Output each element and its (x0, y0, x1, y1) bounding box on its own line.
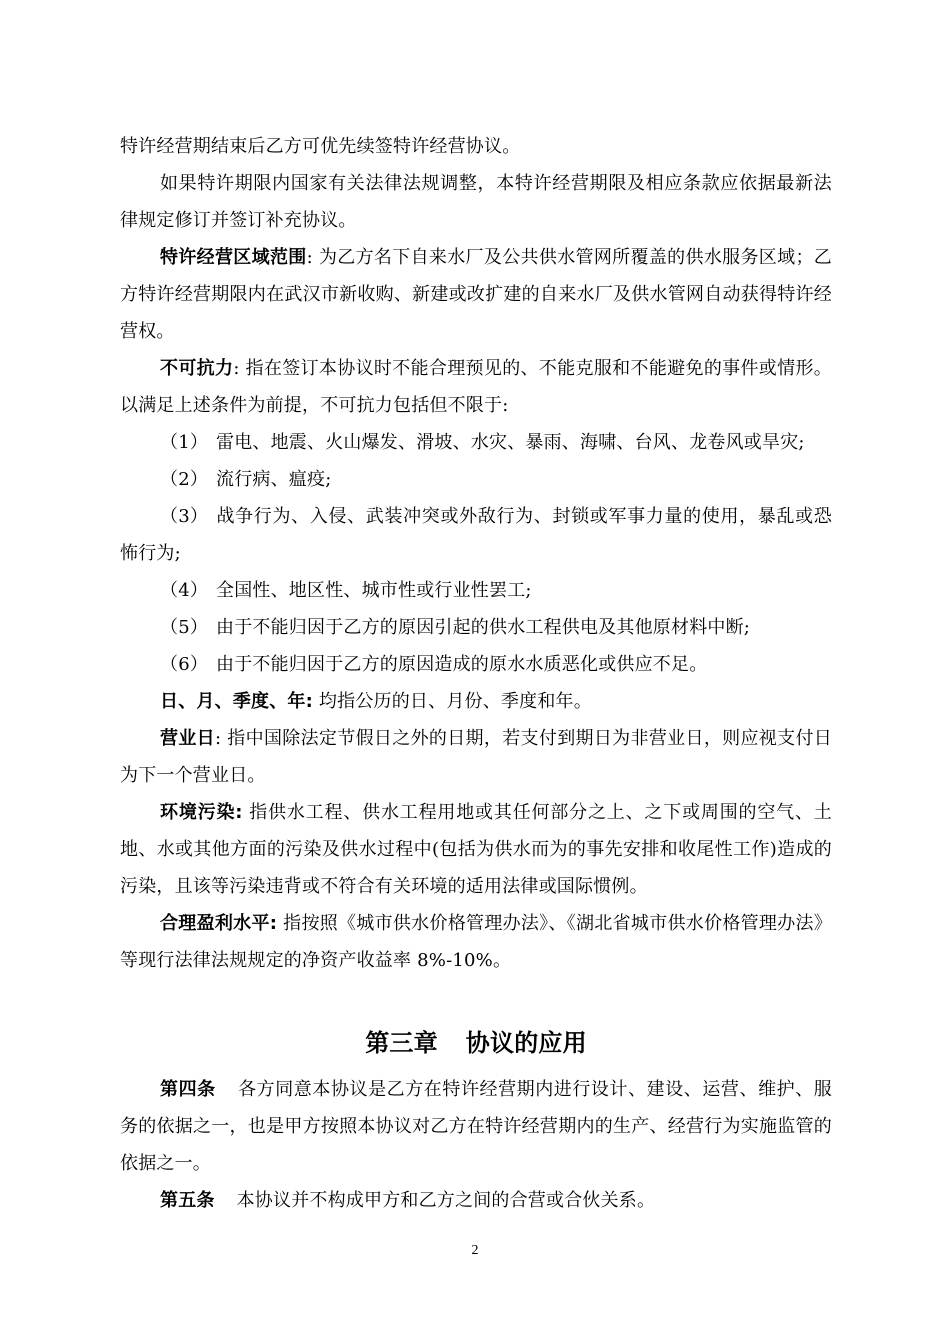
list-item (120, 498, 832, 572)
list-item-text: 战争行为、入侵、武装冲突或外敌行为、封锁或军事力量的使用，暴乱或恐怖行为; (120, 506, 832, 564)
definition-text: 指按照《城市供水价格管理办法》、《湖北省城市供水价格管理办法》等现行法律法规规定的净资产收益率 8%-10%。 (120, 913, 832, 971)
list-item (120, 609, 832, 646)
definition-franchise-region (120, 239, 832, 350)
definition-business-day (120, 720, 832, 794)
definition-text: : 指中国除法定节假日之外的日期，若支付到期日为非营业日，则应视支付日为下一个营业日。 (120, 728, 832, 786)
paragraph-law-adjustment: 如果特许期限内国家有关法律法规调整，本特许经营期限及相应条款应依据最新法律规定修订并签订补充协议。 (120, 173, 832, 231)
chapter-heading (120, 1023, 832, 1063)
article-4 (120, 1071, 832, 1182)
definition-text: 均指公历的日、月份、季度和年。 (313, 691, 592, 712)
definition-force-majeure (120, 350, 832, 424)
document-page (120, 128, 832, 1219)
list-item (120, 646, 832, 683)
definition-term: 不可抗力 (160, 358, 234, 379)
page-number: 2 (471, 1243, 479, 1258)
definition-term: 日、月、季度、年: (160, 691, 313, 712)
definition-text: 指供水工程、供水工程用地或其任何部分之上、之下或周围的空气、土地、水或其他方面的污染及供水过程中(包括为供水而为的事先安排和收尾性工作)造成的污染，且该等污染违背或不符合有关环境的适用法律或国际惯例。 (120, 802, 833, 897)
definition-text: : 为乙方名下自来水厂及公共供水管网所覆盖的供水服务区域；乙方特许经营期限内在武汉市新收购、新建或改扩建的自来水厂及供水管网自动获得特许经营权。 (120, 247, 832, 342)
list-item-number: （5） (160, 617, 209, 638)
list-item-text: 流行病、瘟疫; (216, 469, 332, 490)
list-item (120, 572, 832, 609)
list-item-text: 由于不能归因于乙方的原因引起的供水工程供电及其他原材料中断; (216, 617, 751, 638)
article-label: 第五条 (160, 1190, 215, 1211)
list-item-text: 雷电、地震、火山爆发、滑坡、水灾、暴雨、海啸、台风、龙卷风或旱灾; (216, 432, 805, 453)
list-item-number: （3） (160, 506, 209, 527)
paragraph-renewal: 特许经营期结束后乙方可优先续签特许经营协议。 (120, 136, 521, 157)
definition-term: 环境污染: (160, 802, 243, 823)
definition-dates (120, 683, 832, 720)
article-label: 第四条 (160, 1079, 216, 1100)
definition-pollution (120, 794, 832, 905)
article-5 (120, 1182, 832, 1219)
list-item-number: （2） (160, 469, 209, 490)
chapter-label: 第三章 (365, 1029, 438, 1057)
definition-term: 特许经营区域范围 (160, 247, 307, 268)
list-item-number: （6） (160, 654, 209, 675)
list-item-text: 全国性、地区性、城市性或行业性罢工; (216, 580, 532, 601)
chapter-title: 协议的应用 (465, 1029, 587, 1057)
list-item-number: （4） (160, 580, 209, 601)
list-item-text: 由于不能归因于乙方的原因造成的原水水质恶化或供应不足。 (216, 654, 708, 675)
definition-reasonable-profit (120, 905, 832, 979)
article-text: 本协议并不构成甲方和乙方之间的合营或合伙关系。 (236, 1190, 656, 1211)
list-item (120, 461, 832, 498)
definition-term: 合理盈利水平: (160, 913, 278, 934)
definition-text: : 指在签订本协议时不能合理预见的、不能克服和不能避免的事件或情形。以满足上述条件为前提，不可抗力包括但不限于: (120, 358, 832, 416)
article-text: 各方同意本协议是乙方在特许经营期内进行设计、建设、运营、维护、服务的依据之一，也是甲方按照本协议对乙方在特许经营期内的生产、经营行为实施监管的依据之一。 (120, 1079, 832, 1174)
list-item-number: （1） (160, 432, 209, 453)
list-item (120, 424, 832, 461)
definition-term: 营业日 (160, 728, 215, 749)
